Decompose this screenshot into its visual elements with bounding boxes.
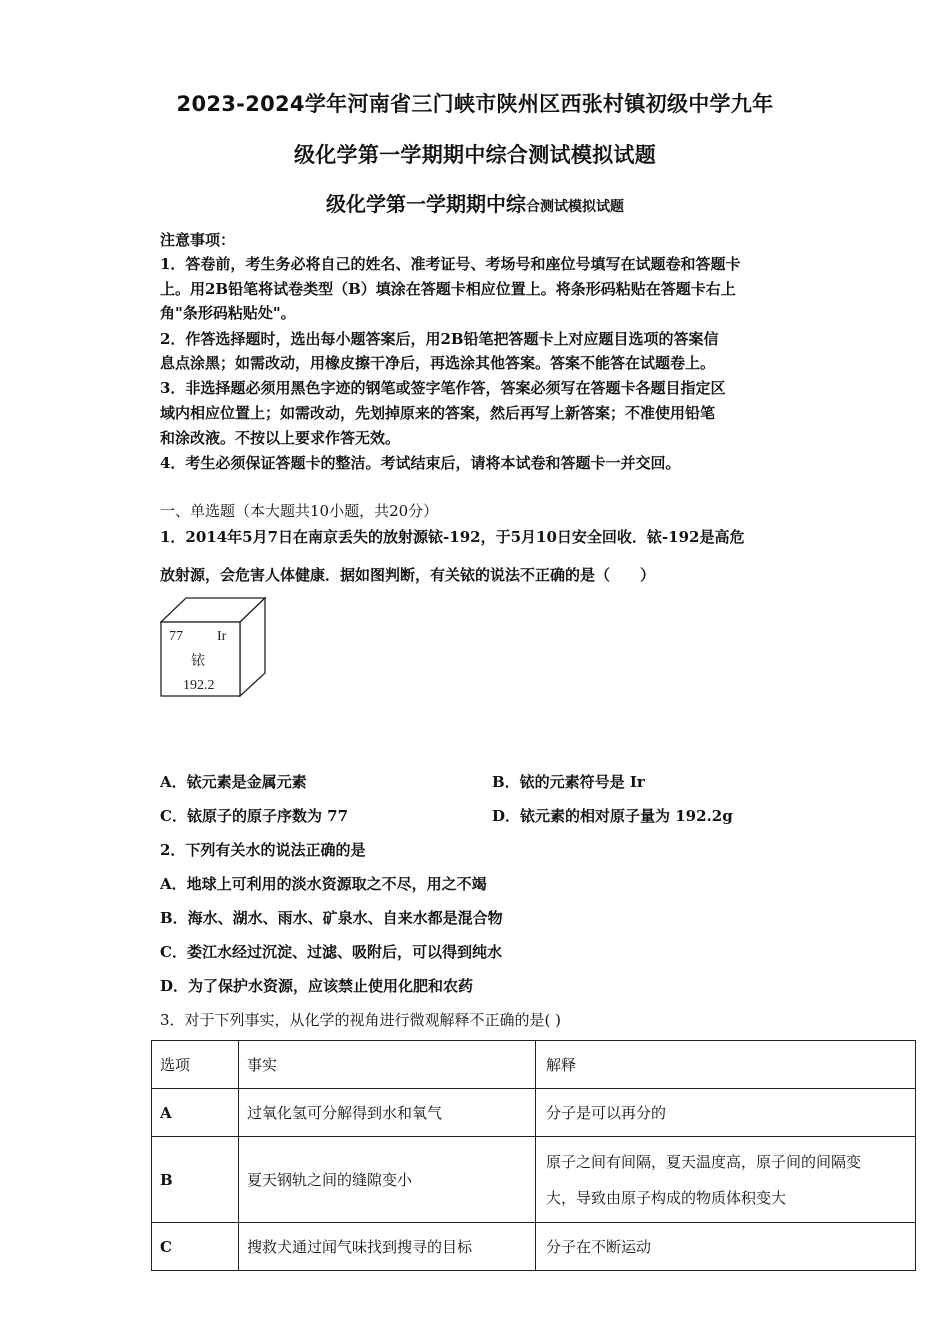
- table-row: [152, 1089, 916, 1137]
- row-explain-line: 原子之间有间隔，夏天温度高，原子间的间隔变: [546, 1152, 862, 1171]
- notice-heading: 注意事项：: [160, 231, 236, 249]
- notice-line: 域内相应位置上；如需改动，先划掉原来的答案，然后再写上新答案；不准使用铅笔: [160, 404, 716, 422]
- row-option: A: [152, 1089, 239, 1137]
- element-cell-icon: [160, 597, 268, 697]
- q1-stem-line-2: 放射源，会危害人体健康．据如图判断，有关铱的说法不正确的是（ ）: [160, 566, 656, 584]
- notice-line: 和涂改液。不按以上要求作答无效。: [160, 429, 401, 447]
- table-row: [152, 1223, 916, 1271]
- element-cell-iridium: [160, 597, 268, 697]
- notice-line: 4．考生必须保证答题卡的整洁。考试结束后，请将本试卷和答题卡一并交回。: [160, 454, 681, 472]
- q1-option-c: C．铱原子的原子序数为 77: [160, 807, 349, 825]
- title-line-2: 级化学第一学期期中综合测试模拟试题: [293, 143, 657, 167]
- q1-stem-line-1: 1．2014年5月7日在南京丢失的放射源铱-192，于5月10日安全回收．铱-192是高危: [160, 528, 745, 546]
- row-option: B: [152, 1137, 239, 1223]
- table-row: [152, 1137, 916, 1223]
- notice-line: 2．作答选择题时，选出每小题答案后，用2B铅笔把答题卡上对应题目选项的答案信: [160, 330, 719, 348]
- q2-option: C．娄江水经过沉淀、过滤、吸附后，可以得到纯水: [160, 943, 502, 961]
- q1-option-b: B．铱的元素符号是 Ir: [492, 773, 645, 791]
- notice-line: 上。用2B铅笔将试卷类型（B）填涂在答题卡相应位置上。将条形码粘贴在答题卡右上: [160, 280, 736, 298]
- element-symbol: Ir: [217, 629, 227, 644]
- row-explain: [536, 1223, 916, 1271]
- notice-line: 1．答卷前，考生务必将自己的姓名、准考证号、考场号和座位号填写在试题卷和答题卡: [160, 255, 741, 273]
- q3-stem: 3．对于下列事实，从化学的视角进行微观解释不正确的是( ): [160, 1011, 562, 1029]
- table-header-row: [152, 1041, 916, 1089]
- element-mass: 192.2: [183, 678, 215, 693]
- row-explain-line: 大，导致由原子构成的物质体积变大: [546, 1188, 787, 1207]
- section-heading: 一、单选题（本大题共10小题，共20分）: [160, 502, 439, 520]
- row-explain: [536, 1137, 916, 1223]
- notice-line: 息点涂黑；如需改动，用橡皮擦干净后，再选涂其他答案。答案不能答在试题卷上。: [160, 354, 716, 372]
- row-explain: [536, 1089, 916, 1137]
- element-name: 铱: [191, 653, 205, 669]
- header-option: 选项: [152, 1041, 239, 1089]
- q1-option-a: A．铱元素是金属元素: [160, 773, 307, 791]
- q1-option-d: D．铱元素的相对原子量为 192.2g: [492, 807, 733, 825]
- q2-option: D．为了保护水资源，应该禁止使用化肥和农药: [160, 977, 474, 995]
- q2-option: A．地球上可利用的淡水资源取之不尽，用之不竭: [160, 875, 487, 893]
- row-fact: 过氧化氢可分解得到水和氧气: [239, 1089, 536, 1137]
- header-fact: 事实: [239, 1041, 536, 1089]
- title-line-3: [0, 188, 950, 217]
- element-number: 77: [169, 629, 183, 644]
- row-option: C: [152, 1223, 239, 1271]
- notice-line: 3．非选择题必须用黑色字迹的钢笔或签字笔作答，答案必须写在答题卡各题目指定区: [160, 379, 726, 397]
- row-explain-line: 分子是可以再分的: [546, 1103, 667, 1122]
- title-line-1: 2023-2024学年河南省三门峡市陕州区西张村镇初级中学九年: [176, 92, 774, 116]
- row-fact: 搜救犬通过闻气味找到搜寻的目标: [239, 1223, 536, 1271]
- q2-option: B．海水、湖水、雨水、矿泉水、自来水都是混合物: [160, 909, 503, 927]
- row-fact: 夏天钢轨之间的缝隙变小: [239, 1137, 536, 1223]
- q2-stem: 2．下列有关水的说法正确的是: [160, 841, 366, 859]
- title-line-3-small: 合测试模拟试题: [526, 199, 624, 215]
- title-line-3-large: 级化学第一学期期中综: [326, 192, 526, 216]
- header-explain: 解释: [536, 1041, 916, 1089]
- q3-table: [151, 1040, 916, 1271]
- row-explain-line: 分子在不断运动: [546, 1237, 652, 1256]
- notice-line: 角"条形码粘贴处"。: [160, 304, 296, 322]
